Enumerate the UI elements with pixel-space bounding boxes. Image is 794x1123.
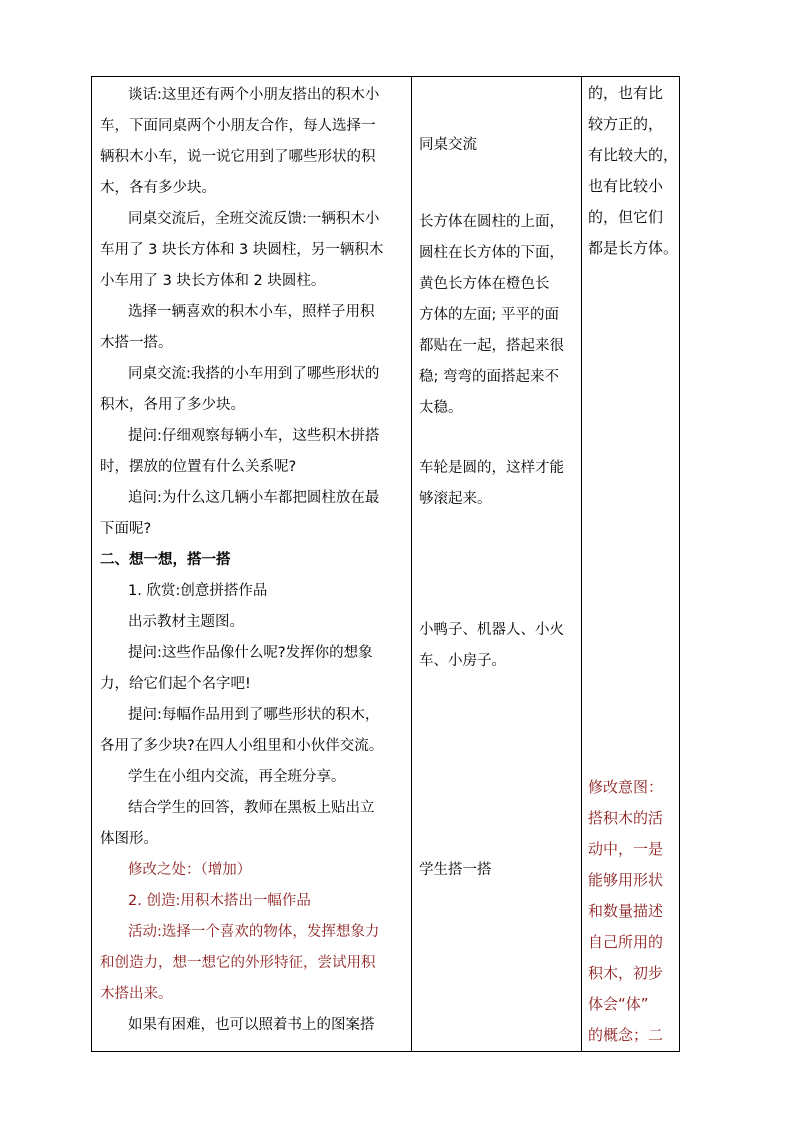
revision-note: 修改之处：（增加） [128,862,252,878]
revision-intent-heading: 修改意图： [588,778,664,796]
section-heading: 二、想一想，搭一搭 [100,552,231,568]
text-line: 谈话:这里还有两个小朋友搭出的积木小 [128,87,380,103]
revision-intent-line: 能够用形状 [588,871,664,889]
text-line: 圆柱在长方体的下面， [419,245,564,261]
text-line: 车、小房子。 [419,653,506,669]
text-line: 学生在小组内交流，再全班分享。 [128,769,346,785]
text-line: 各用了多少块?在四人小组里和小伙伴交流。 [100,738,384,754]
text-line: 时，摆放的位置有什么关系呢? [100,459,297,475]
text-line: 小鸭子、机器人、小火 [419,622,564,638]
text-line: 积木，各用了多少块。 [100,397,245,413]
text-line: 学生搭一搭 [419,862,492,878]
revision-intent-line: 和数量描述 [588,902,664,920]
text-line: 车用了 3 块长方体和 3 块圆柱，另一辆积木 [100,242,384,258]
revision-intent-line: 的概念；二 [588,1026,664,1044]
text-line: 1. 欣赏:创意拼搭作品 [128,583,268,599]
revision-intent-line: 动中，一是 [588,840,664,858]
revision-intent-line: 自己所用的 [588,933,664,951]
text-line: 提问:仔细观察每辆小车，这些积木拼搭 [128,428,380,444]
revision-line: 和创造力，想一想它的外形特征，尝试用积 [100,955,376,971]
text-line: 黄色长方体在橙色长 [419,276,550,292]
text-line: 追问:为什么这几辆小车都把圆柱放在最 [128,490,380,506]
text-line: 选择一辆喜欢的积木小车，照样子用积 [128,304,375,320]
text-line: 体图形。 [100,831,158,847]
text-line: 力，给它们起个名字吧! [100,676,251,692]
text-line: 较方正的， [588,115,664,133]
revision-line: 2. 创造:用积木搭出一幅作品 [128,893,311,909]
text-line: 也有比较小 [588,177,664,195]
text-line: 提问:每幅作品用到了哪些形状的积木， [128,707,380,723]
text-line: 车，下面同桌两个小朋友合作，每人选择一 [100,118,376,134]
text-line: 车轮是圆的，这样才能 [419,460,564,476]
revision-intent-line: 体会“体” [588,995,649,1013]
revision-line: 活动:选择一个喜欢的物体，发挥想象力 [128,924,380,940]
text-line: 都贴在一起，搭起来很 [419,338,564,354]
text-line: 下面呢? [100,521,152,537]
text-line: 出示教材主题图。 [128,614,244,630]
text-line: 提问:这些作品像什么呢?发挥你的想象 [128,645,373,661]
text-line: 同桌交流后，全班交流反馈:一辆积木小 [128,211,380,227]
revision-intent-line: 搭积木的活 [588,809,664,827]
revision-intent-line: 积木，初步 [588,964,664,982]
column-divider [581,76,582,1052]
text-line: 辆积木小车，说一说它用到了哪些形状的积 [100,149,376,165]
revision-line: 木搭出来。 [100,986,173,1002]
column-divider [411,76,412,1052]
text-line: 如果有困难，也可以照着书上的图案搭 [128,1017,375,1033]
text-line: 小车用了 3 块长方体和 2 块圆柱。 [100,273,326,289]
text-line: 木搭一搭。 [100,335,173,351]
text-line: 稳; 弯弯的面搭起来不 [419,369,559,385]
text-line: 太稳。 [419,400,463,416]
text-line: 够滚起来。 [419,491,492,507]
text-line: 方体的左面; 平平的面 [419,307,559,323]
text-line: 的，也有比 [588,84,664,102]
text-line: 结合学生的回答，教师在黑板上贴出立 [128,800,375,816]
text-line: 同桌交流 [419,137,477,153]
text-line: 同桌交流:我搭的小车用到了哪些形状的 [128,366,380,382]
text-line: 都是长方体。 [588,239,679,257]
text-line: 有比较大的， [588,146,679,164]
text-line: 的，但它们 [588,208,664,226]
text-line: 长方体在圆柱的上面， [419,214,564,230]
text-line: 木，各有多少块。 [100,180,216,196]
